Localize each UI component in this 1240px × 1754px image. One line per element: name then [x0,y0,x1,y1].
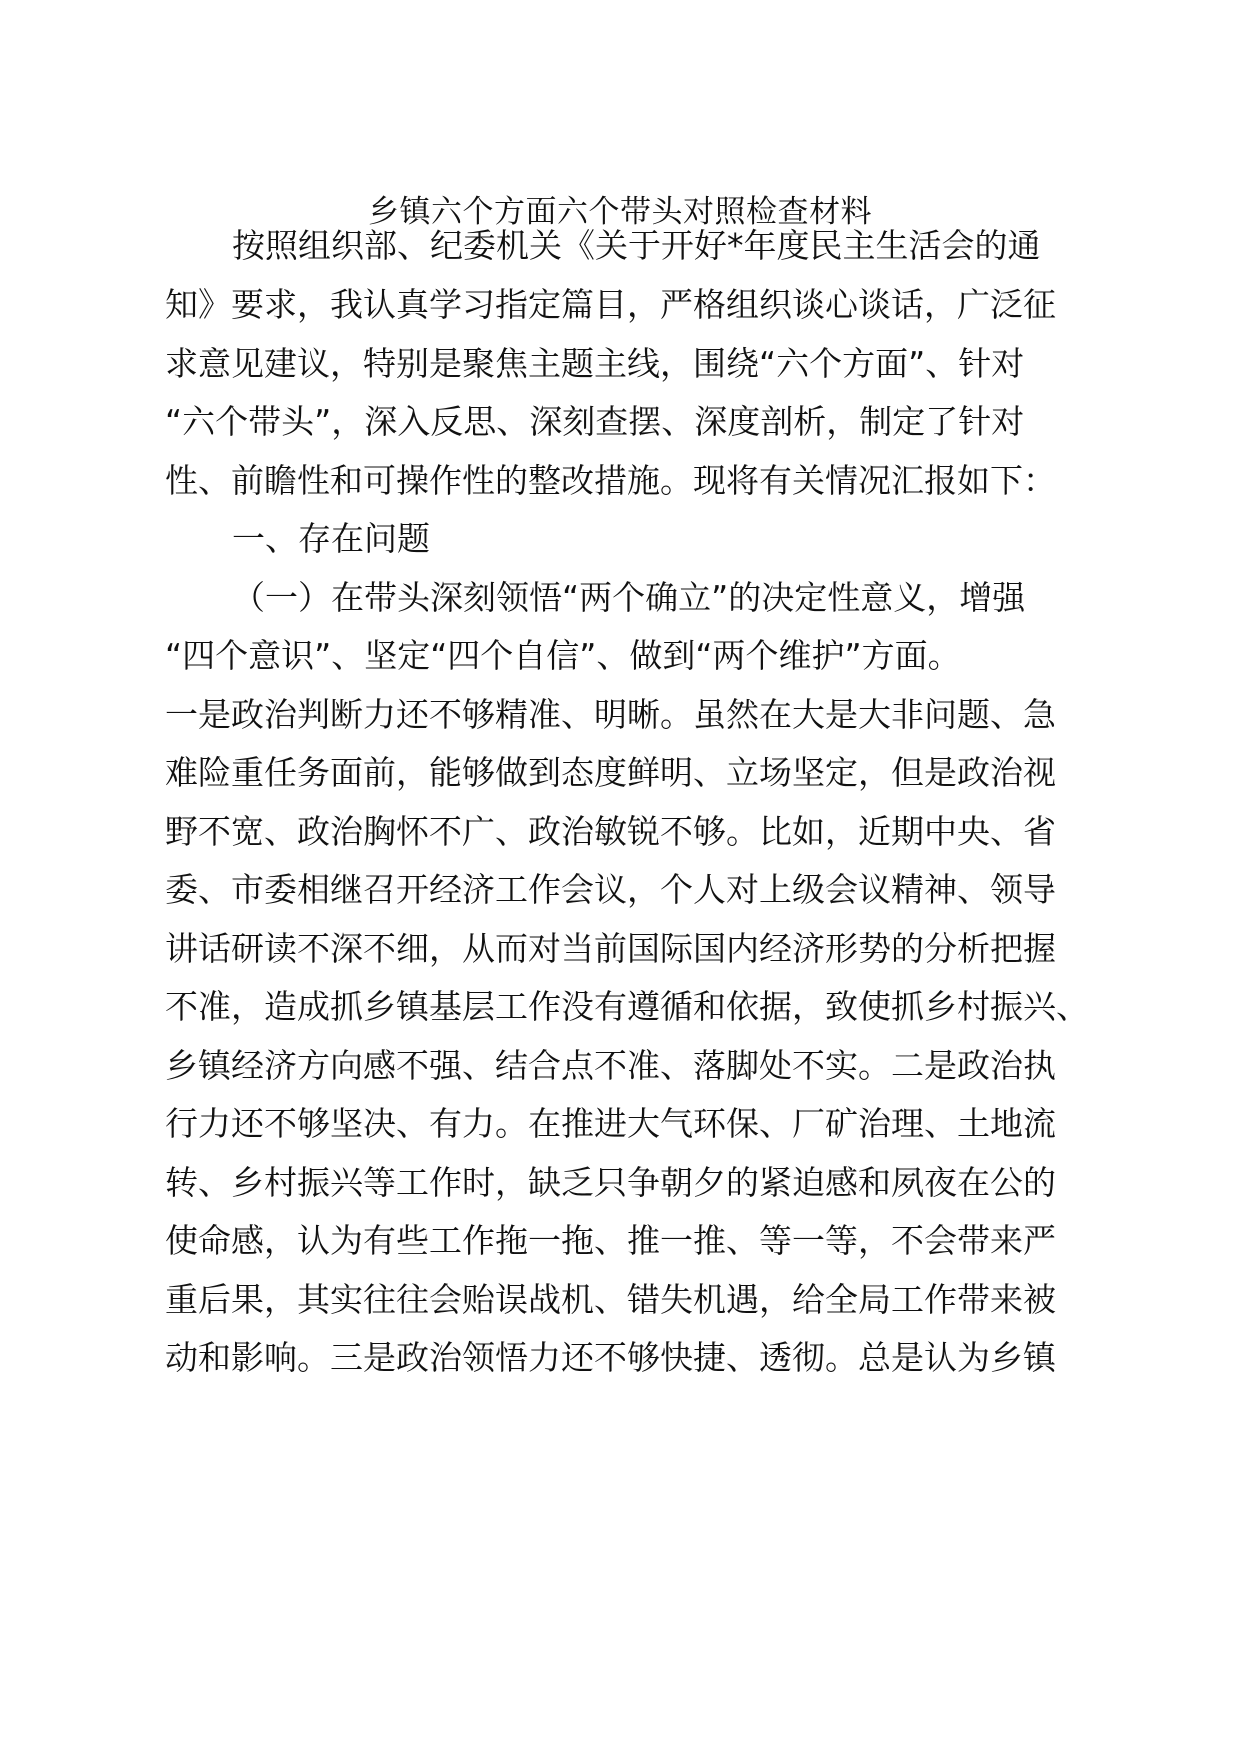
paragraph-line: 重后果，其实往往会贻误战机、错失机遇，给全局工作带来被 [165,1280,1056,1319]
paragraph-line: 求意见建议，特别是聚焦主题主线，围绕“六个方面”、针对 [165,344,1025,383]
subsection-heading: （一）在带头深刻领悟“两个确立”的决定性意义，增强 [232,578,1026,617]
paragraph-line: 知》要求，我认真学习指定篇目，严格组织谈心谈话，广泛征 [165,285,1056,324]
paragraph-line: 难险重任务面前，能够做到态度鲜明、立场坚定，但是政治视 [165,753,1056,792]
paragraph-line: 乡镇经济方向感不强、结合点不准、落脚处不实。二是政治执 [165,1046,1056,1085]
document-title: 乡镇六个方面六个带头对照检查材料 [368,194,872,230]
paragraph-line: 动和影响。三是政治领悟力还不够快捷、透彻。总是认为乡镇 [165,1338,1056,1377]
paragraph-line: 按照组织部、纪委机关《关于开好*年度民主生活会的通 [232,226,1041,265]
paragraph-line: 转、乡村振兴等工作时，缺乏只争朝夕的紧迫感和夙夜在公的 [165,1163,1056,1202]
paragraph-line: “四个意识”、坚定“四个自信”、做到“两个维护”方面。 [165,636,961,675]
paragraph-line: 使命感，认为有些工作拖一拖、推一推、等一等，不会带来严 [165,1221,1056,1260]
paragraph-line: 一是政治判断力还不够精准、明晰。虽然在大是大非问题、急 [165,695,1056,734]
paragraph-line: 不准，造成抓乡镇基层工作没有遵循和依据，致使抓乡村振兴、 [165,987,1089,1026]
paragraph-line: 讲话研读不深不细，从而对当前国际国内经济形势的分析把握 [165,929,1056,968]
paragraph-line: “六个带头”，深入反思、深刻查摆、深度剖析，制定了针对 [165,402,1025,441]
section-heading: 一、存在问题 [232,519,430,558]
paragraph-line: 委、市委相继召开经济工作会议，个人对上级会议精神、领导 [165,870,1056,909]
paragraph-line: 野不宽、政治胸怀不广、政治敏锐不够。比如，近期中央、省 [165,812,1056,851]
paragraph-line: 性、前瞻性和可操作性的整改措施。现将有关情况汇报如下： [165,461,1056,500]
paragraph-line: 行力还不够坚决、有力。在推进大气环保、厂矿治理、土地流 [165,1104,1056,1143]
